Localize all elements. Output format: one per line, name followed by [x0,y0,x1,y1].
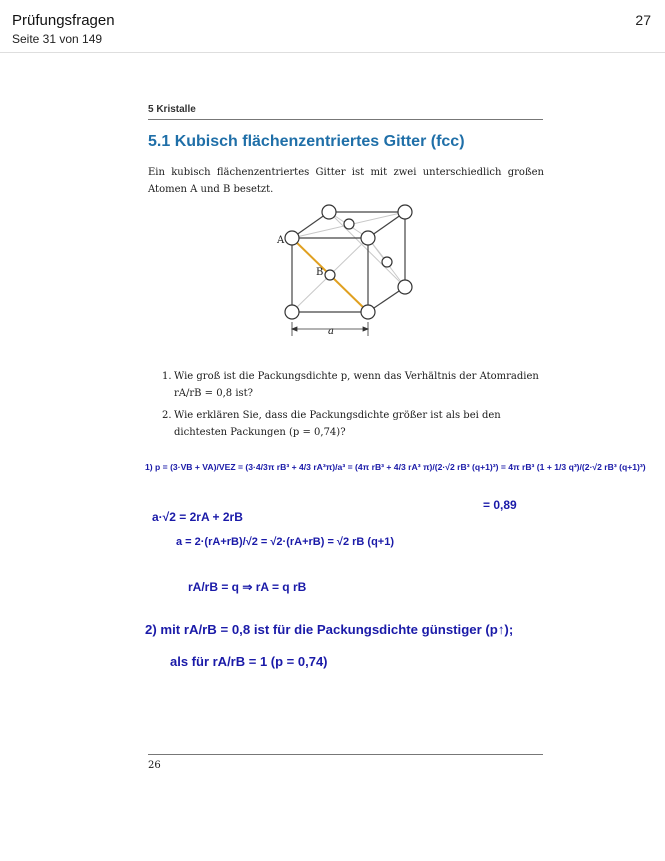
figure-label-b-atom: B [316,267,324,278]
question-2 [162,407,544,441]
question-1 [162,368,544,402]
header-divider [0,52,665,53]
figure-label-edge: a [328,326,334,337]
footer-rule [148,754,543,755]
handwriting-eq2: a·√2 = 2rA + 2rB [152,510,243,524]
handwriting-eq1-result: = 0,89 [483,498,517,512]
question-text: Wie groß ist die Packungsdichte p, wenn das Verhältnis der Atomradien rA/rB = 0,8 ist? [174,371,539,399]
section-title: 5.1 Kubisch flächenzentriertes Gitter (fcc) [148,133,465,150]
running-head: 5 Kristalle [148,104,196,115]
question-number: 1. [162,371,172,382]
header-title: Prüfungsfragen [12,12,115,29]
handwriting-eq4: rA/rB = q ⇒ rA = q rB [188,580,307,594]
intro-paragraph: Ein kubisch flächenzentriertes Gitter ist mit zwei unterschiedlich großen Atomen A und B besetzt. [148,167,544,195]
question-number: 2. [162,410,172,421]
handwriting-answer-2-line-2: als für rA/rB = 1 (p = 0,74) [170,654,328,669]
running-head-rule [148,119,543,120]
handwriting-eq1: 1) p = (3·VB + VA)/VEZ = (3·4/3π rB³ + 4/3 rA³π)/a³ = (4π rB³ + 4/3 rA³ π)/(2·√2 rB³ (q+1)³) = 4π rB³ (1 + 1/3 q³)/(2·√2 rB³ (q+1)³) [145,462,646,472]
fcc-cube-figure [272,198,422,344]
figure-label-a-atom: A [277,235,285,246]
footer-page-number: 26 [148,760,161,771]
handwriting-answer-2-line-1: 2) mit rA/rB = 0,8 ist für die Packungsdichte günstiger (p↑); [145,622,514,637]
header-page-number: 27 [635,12,651,28]
handwriting-eq3: a = 2·(rA+rB)/√2 = √2·(rA+rB) = √2 rB (q+1) [176,536,395,548]
question-text: Wie erklären Sie, dass die Packungsdichte größer ist als bei den dichtesten Packungen (p = 0,74)? [174,410,501,438]
header-page-of: Seite 31 von 149 [12,32,103,46]
